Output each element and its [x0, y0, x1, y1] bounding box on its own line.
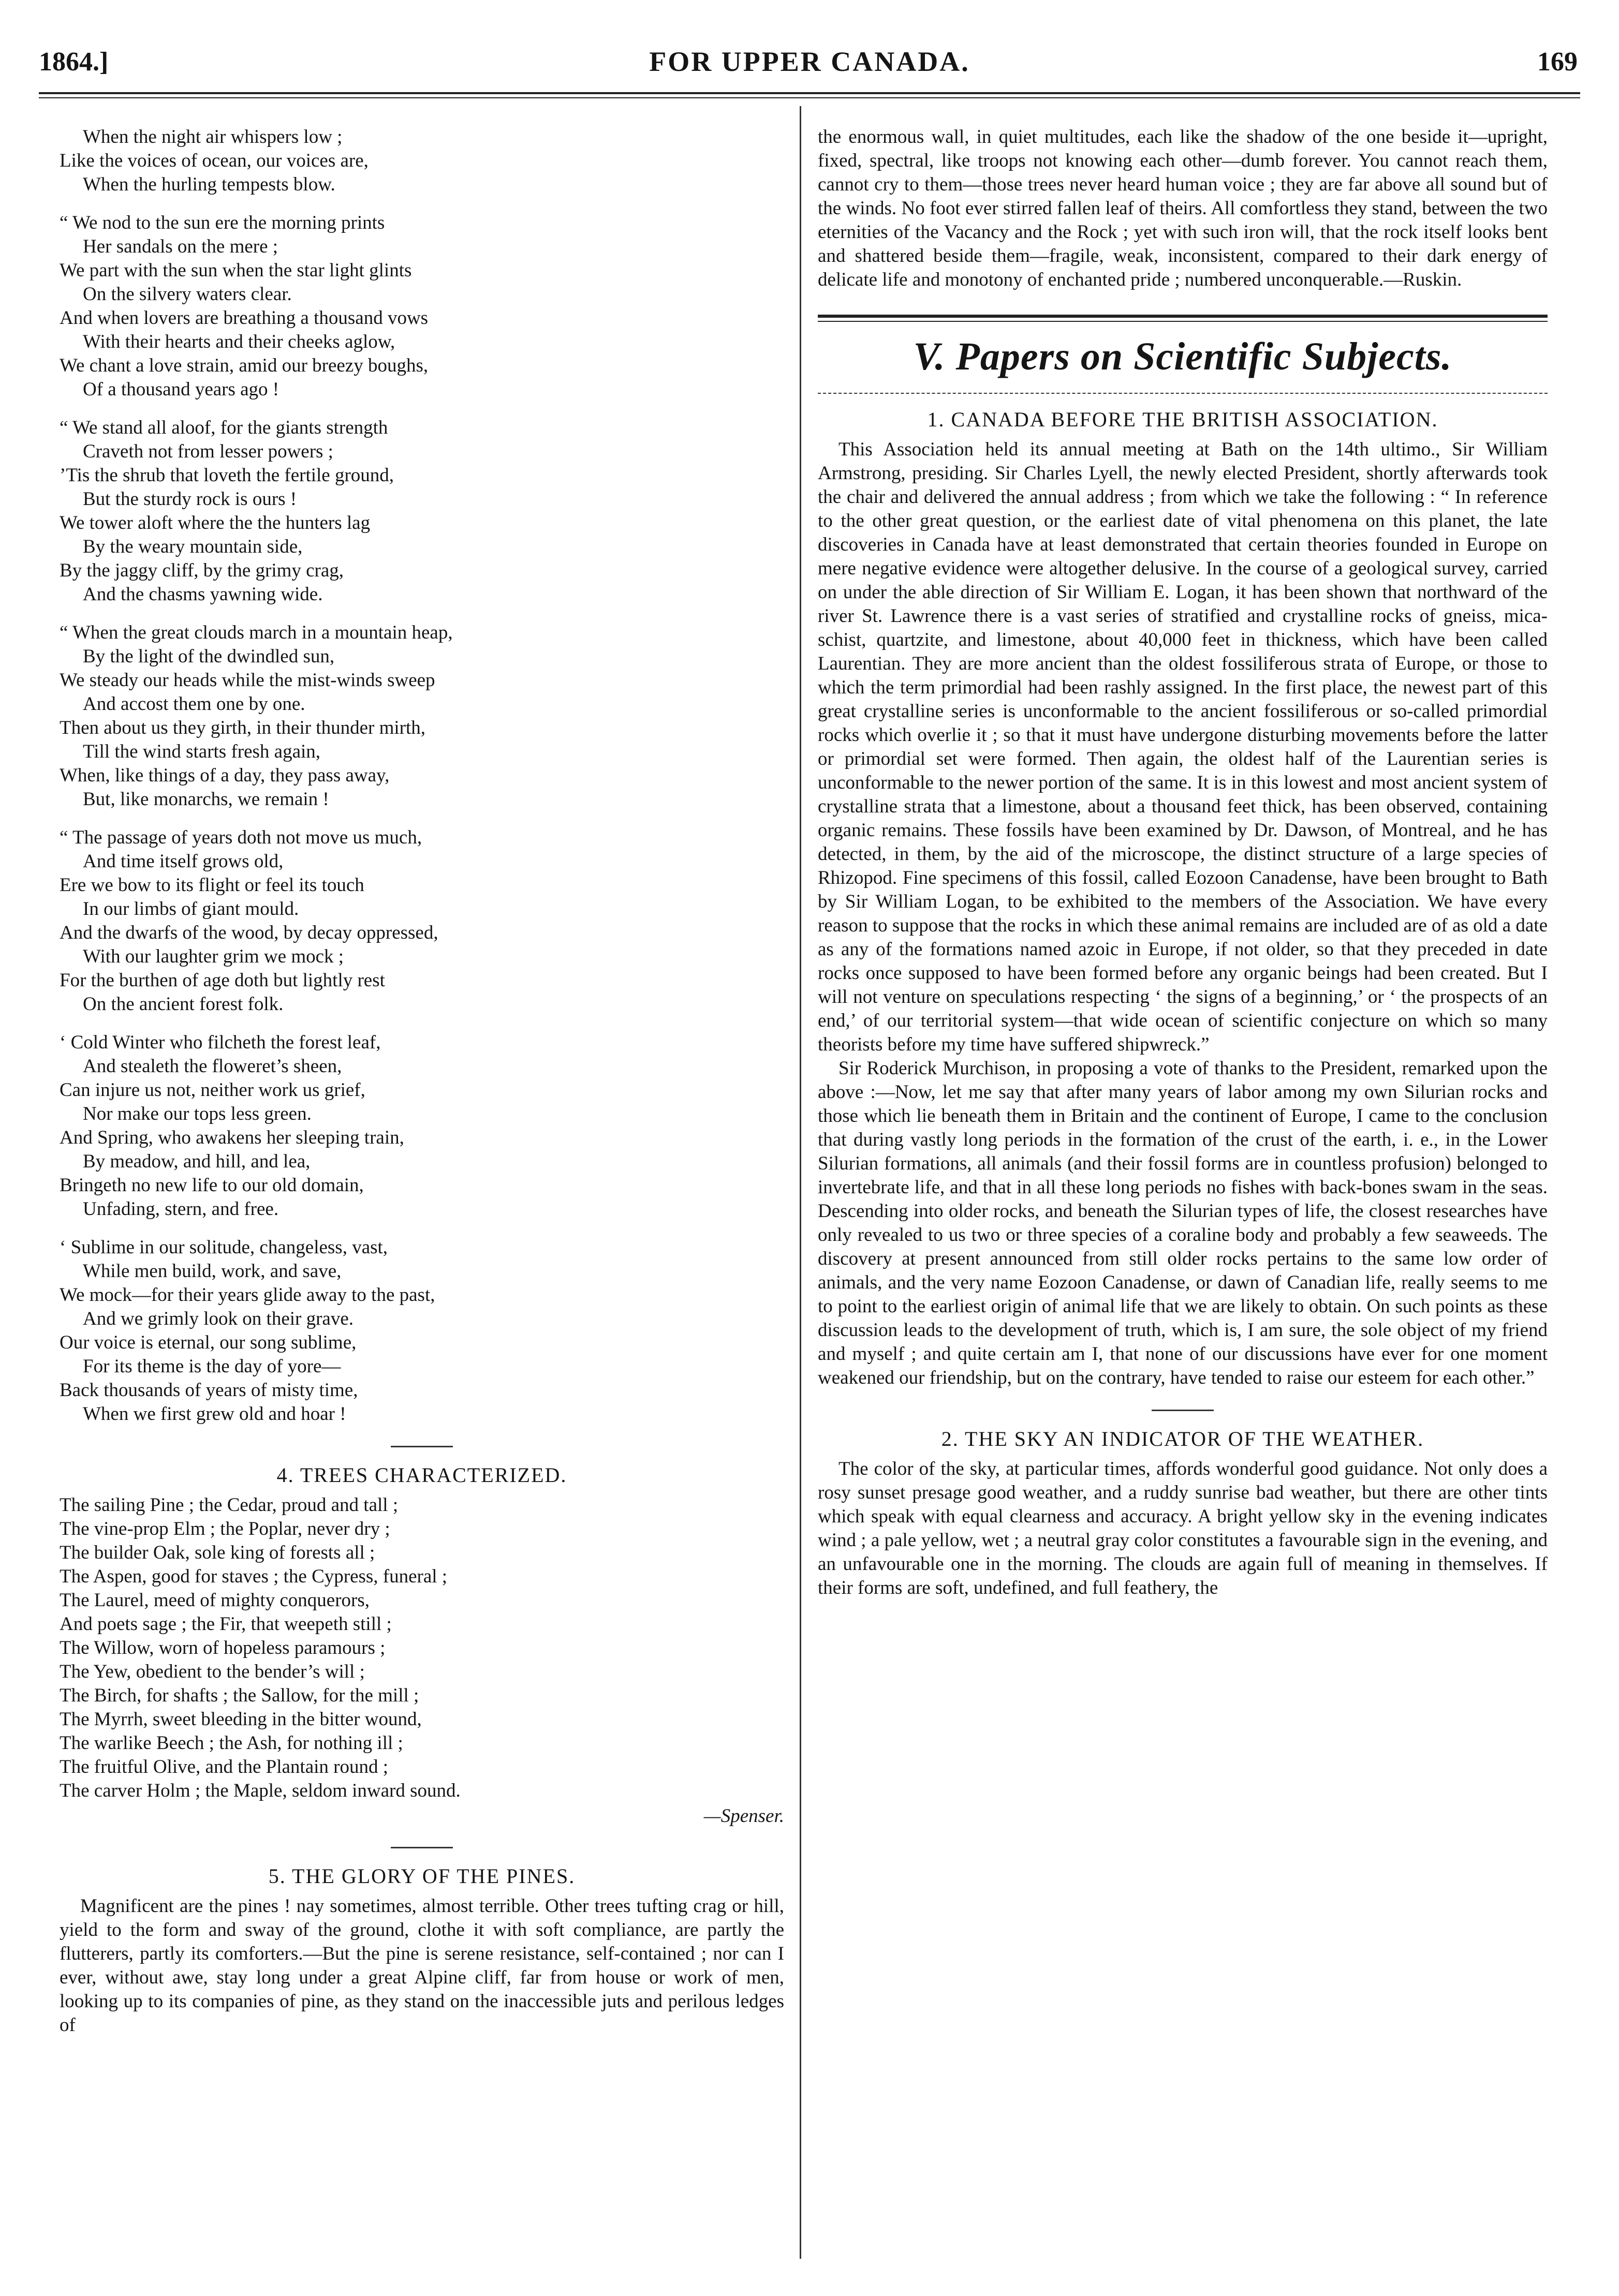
poem-line: The Laurel, meed of mighty conquerors, — [60, 1590, 370, 1611]
trees-attribution: —Spenser. — [703, 1805, 784, 1827]
canada-title: 1. CANADA BEFORE THE BRITISH ASSOCIATION. — [927, 408, 1438, 431]
section-rule — [1152, 1410, 1214, 1411]
poem-line: In our limbs of giant mould. — [83, 898, 299, 920]
sky-paragraph: The color of the sky, at particular times, affords wonderful good guidance. Not only does a rosy sunset presage good weather, and a ruddy sunrise bad weather, but there are other tints which speak with equal clearness and accuracy. A bright yellow sky in the evening indicates wind ; a pale yellow, wet ; a neutral gray color constitutes a favourable sign in the evening, and an unfavourable one in the morning. The clouds are again full of meaning in themselves. If their forms are soft, undefined, and full feathery, the — [818, 1458, 1548, 1598]
page-header — [0, 41, 1619, 98]
poem-line: When the hurling tempests blow. — [83, 174, 335, 195]
poem-line: While men build, work, and save, — [83, 1261, 342, 1282]
poem-line: The Yew, obedient to the bender’s will ; — [60, 1661, 365, 1682]
poem-line: Ere we bow to its flight or feel its touch — [60, 875, 364, 896]
poem-line: The sailing Pine ; the Cedar, proud and tall ; — [60, 1494, 399, 1516]
section-rule — [391, 1446, 453, 1447]
poem-line: The Myrrh, sweet bleeding in the bitter wound, — [60, 1709, 422, 1730]
pines-paragraph-continued: the enormous wall, in quiet multitudes, each like the shadow of the one beside it—upright, fixed, spectral, like troops not knowing each other—dumb forever. You cannot reach them, cannot cry to them—those trees never heard human voice ; they are far above all sound but of the winds. No foot ever stirred fallen leaf of theirs. All comfortless they stand, between the two eternities of the Vacancy and the Rock ; yet with such iron will, that the rock itself looks bent and shattered beside them—fragile, weak, inconsistent, compared to their dark energy of delicate life and monotony of enchanted pride ; numbered unconquerable.—Ruskin. — [818, 126, 1548, 290]
poem-line: Our voice is eternal, our song sublime, — [60, 1332, 357, 1353]
trees-title: 4. TREES CHARACTERIZED. — [276, 1463, 567, 1487]
poem-line: Back thousands of years of misty time, — [60, 1380, 358, 1401]
poem-line: On the silvery waters clear. — [83, 284, 292, 305]
column-divider — [800, 106, 801, 2259]
poem-line: ‘ Sublime in our solitude, changeless, vast, — [60, 1237, 388, 1258]
poem-line: We mock—for their years glide away to the past, — [60, 1284, 435, 1306]
poem-line: The Birch, for shafts ; the Sallow, for the mill ; — [60, 1685, 419, 1706]
poem-line: By the light of the dwindled sun, — [83, 646, 335, 667]
poem-line: For its theme is the day of yore— — [83, 1356, 341, 1377]
poem-line: Can injure us not, neither work us grief, — [60, 1079, 365, 1101]
section-band-rule — [818, 315, 1548, 318]
section-rule — [391, 1847, 453, 1848]
poem-line: We part with the sun when the star light glints — [60, 260, 412, 281]
poem-line: When we first grew old and hoar ! — [83, 1403, 346, 1425]
page-number: 169 — [1537, 47, 1578, 77]
poem-stanza — [60, 125, 784, 197]
poem-line: And time itself grows old, — [83, 851, 284, 872]
poem-line: The warlike Beech ; the Ash, for nothing ill ; — [60, 1732, 403, 1754]
pines-title: 5. THE GLORY OF THE PINES. — [268, 1864, 576, 1888]
section-band-wavy-rule — [818, 389, 1548, 394]
poem-line: And accost them one by one. — [83, 693, 305, 715]
poem-line: And Spring, who awakens her sleeping train, — [60, 1127, 404, 1148]
poem-line: The Aspen, good for staves ; the Cypress, funeral ; — [60, 1566, 448, 1587]
poem-line: With their hearts and their cheeks aglow, — [83, 331, 395, 352]
poem-line: Unfading, stern, and free. — [83, 1198, 279, 1220]
poem-line: And the dwarfs of the wood, by decay oppressed, — [60, 922, 438, 943]
poem-line: The builder Oak, sole king of forests all ; — [60, 1542, 375, 1563]
poem-line: ’Tis the shrub that loveth the fertile ground, — [60, 465, 394, 486]
canada-text — [818, 438, 1548, 1390]
poem-line: The fruitful Olive, and the Plantain round ; — [60, 1756, 389, 1777]
canada-paragraph: Sir Roderick Murchison, in proposing a vote of thanks to the President, remarked upon the above :—Now, let me say that after many years of labor among my own Silurian rocks and those which lie beneath them in Britain and the continent of Europe, I came to the conclusion that during vastly long periods in the formation of the crust of the earth, i. e., in the Lower Silurian formations, all animals (and their fossil forms are in countless profusion) belonged to invertebrate life, and that in all these long periods no fishes with back-bones swam in the seas. Descending into older rocks, and beneath the Silurian types of life, the closest researches have only revealed to us two or three species of a coraline body and probably a few seaweeds. The discovery at present announced from still older rocks pertains to the same low order of animals, and the very name Eozoon Canadense, or dawn of Canadian life, really seems to me to point to the earliest origin of animal life that we are likely to obtain. On such points as these discussion leads to the development of truth, which is, I am sure, the sole object of my friend and myself ; and quite certain am I, that none of our discussions have ever for one moment weakened our friendship, but on the contrary, have tended to raise our esteem for each other.” — [818, 1058, 1548, 1388]
pines-paragraph: Magnificent are the pines ! nay sometimes, almost terrible. Other trees tufting crag or hill, yield to the form and sway of the ground, clothe it with soft compliance, are partly the flutterers, partly its comforters.—But the pine is serene resistance, self-contained ; nor can I ever, without awe, stay long under a great Alpine cliff, far from house or work of men, looking up to its companies of pine, as they stand on the inaccessible juts and perilous ledges of — [60, 1895, 784, 2036]
poem-line: Then about us they girth, in their thunder mirth, — [60, 717, 425, 738]
poem-line: The carver Holm ; the Maple, seldom inward sound. — [60, 1780, 461, 1801]
left-column — [60, 125, 784, 2037]
poem-line: Till the wind starts fresh again, — [83, 741, 321, 762]
poem-line: And stealeth the floweret’s sheen, — [83, 1056, 342, 1077]
trees-poem — [60, 1493, 784, 1803]
poem-line: For the burthen of age doth but lightly rest — [60, 970, 385, 991]
poem-line: The Willow, worn of hopeless paramours ; — [60, 1637, 386, 1658]
poem-line: But, like monarchs, we remain ! — [83, 789, 329, 810]
header-year: 1864.] — [39, 47, 109, 77]
pines-continued — [818, 125, 1548, 292]
poem-line: When, like things of a day, they pass away, — [60, 765, 390, 786]
poem-line: “ When the great clouds march in a mountain heap, — [60, 622, 453, 643]
poem-line: Nor make our tops less green. — [83, 1103, 312, 1124]
poem-line: And poets sage ; the Fir, that weepeth still ; — [60, 1613, 392, 1635]
poem-line: But the sturdy rock is ours ! — [83, 488, 297, 510]
poem-stanza — [60, 621, 784, 811]
header-title: FOR UPPER CANADA. — [649, 46, 970, 77]
poem-line: And we grimly look on their grave. — [83, 1308, 354, 1329]
poem-line: Her sandals on the mere ; — [83, 236, 278, 257]
poem-line: Of a thousand years ago ! — [83, 379, 279, 400]
sky-text — [818, 1457, 1548, 1600]
poem-stanza — [60, 1031, 784, 1221]
poem-line: By the jaggy cliff, by the grimy crag, — [60, 560, 344, 581]
header-rule-thin — [39, 97, 1580, 98]
poem-stanza — [60, 416, 784, 606]
poem-line: And the chasms yawning wide. — [83, 584, 323, 605]
poem-line: “ We nod to the sun ere the morning prints — [60, 212, 385, 233]
poem-line: We tower aloft where the the hunters lag — [60, 512, 371, 534]
section-band-rule-thin — [818, 321, 1548, 322]
poem-line: On the ancient forest folk. — [83, 994, 284, 1015]
poem-line: “ We stand all aloof, for the giants strength — [60, 417, 388, 438]
poem-line: ‘ Cold Winter who filcheth the forest leaf, — [60, 1032, 381, 1053]
pines-text — [60, 1894, 784, 2037]
poem-stanza — [60, 211, 784, 402]
poem-stanza — [60, 826, 784, 1016]
poem-stanza — [60, 1236, 784, 1426]
poem-line: “ The passage of years doth not move us much, — [60, 827, 422, 848]
poem-line: And when lovers are breathing a thousand vows — [60, 307, 429, 329]
poem-line: We chant a love strain, amid our breezy boughs, — [60, 355, 429, 376]
poem-line: With our laughter grim we mock ; — [83, 946, 344, 967]
poem-line: Like the voices of ocean, our voices are, — [60, 150, 369, 171]
canada-paragraph: This Association held its annual meeting at Bath on the 14th ultimo., Sir William Armstrong, presiding. Sir Charles Lyell, the newly elected President, shortly afterwards took the chair and delivered the annual address ; from which we take the following : “ In reference to the other great question, or the earliest date of vital phenomena on this planet, the late discoveries in Canada have at least demonstrated that certain theories founded in Europe on mere negative evidence were altogether delusive. In the course of a geological survey, carried on under the able direction of Sir William E. Logan, it has been shown that northward of the river St. Lawrence there is a vast series of stratified and crystalline rocks of gneiss, mica-schist, quartzite, and limestone, about 40,000 feet in thickness, which have been called Laurentian. They are more ancient than the oldest fossiliferous strata of Europe, or those to which the term primordial had been rashly assigned. In the first place, the newest part of this great crystalline series is unconformable to the ancient fossiliferous or so-called primordial rocks which overlie it ; so that it must have undergone disturbing movements before the latter or primordial set were formed. Then again, the oldest half of the Laurentian series is unconformable to the newer portion of the same. It is in this lowest and most ancient system of crystalline strata that a limestone, about a thousand feet thick, has been observed, containing organic remains. These fossils have been examined by Dr. Dawson, of Montreal, and he has detected, in them, by the aid of the microscope, the distinct structure of a large species of Rhizopod. Fine specimens of this fossil, called Eozoon Canadense, have been brought to Bath by Sir William Logan, to be exhibited to the members of the Association. We have every reason to suppose that the rocks in which these animal remains are included are of as old a date as any of the formations named azoic in Europe, if not older, so that they preceded in date rocks once supposed to have been formed before any organic beings had been created. But I will not venture on speculations respecting ‘ the signs of a beginning,’ or ‘ the prospects of an end,’ of our territorial system—that wide ocean of scientific conjecture on which so many theorists before my time have suffered shipwreck.” — [818, 439, 1548, 1055]
section-banner: V. Papers on Scientific Subjects. — [913, 335, 1452, 378]
poem-line: Bringeth no new life to our old domain, — [60, 1175, 364, 1196]
poem-line: By meadow, and hill, and lea, — [83, 1151, 311, 1172]
poem-line: By the weary mountain side, — [83, 536, 303, 557]
poem-line: Craveth not from lesser powers ; — [83, 441, 333, 462]
poem — [60, 125, 784, 1426]
poem-line: When the night air whispers low ; — [83, 126, 343, 147]
poem-line: The vine-prop Elm ; the Poplar, never dry ; — [60, 1518, 390, 1539]
right-column — [818, 125, 1548, 1600]
poem-line: We steady our heads while the mist-winds sweep — [60, 670, 435, 691]
sky-title: 2. THE SKY AN INDICATOR OF THE WEATHER. — [941, 1427, 1424, 1450]
header-rule — [39, 92, 1580, 94]
